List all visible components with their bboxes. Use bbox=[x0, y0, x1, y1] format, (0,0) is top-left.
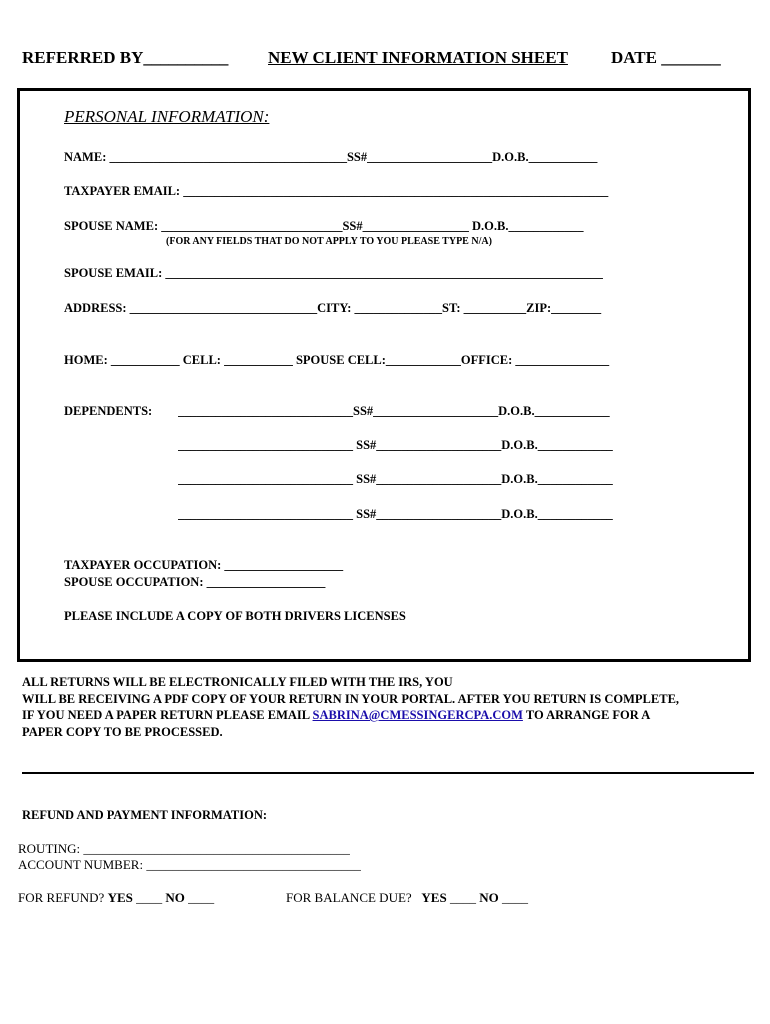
dependent-row[interactable]: ____________________________ SS#____________________D.O.B.____________ bbox=[178, 438, 613, 452]
refund-no-blank[interactable]: ____ bbox=[188, 890, 215, 905]
payment-heading: REFUND AND PAYMENT INFORMATION: bbox=[22, 808, 268, 822]
balance-due-label: FOR BALANCE DUE? bbox=[286, 890, 412, 905]
refund-label: FOR REFUND? bbox=[18, 890, 105, 905]
notice-text: IF YOU NEED A PAPER RETURN PLEASE EMAIL bbox=[22, 708, 310, 722]
refund-no-option[interactable]: NO bbox=[165, 890, 185, 905]
balance-no-blank[interactable]: ____ bbox=[501, 890, 528, 905]
personal-information-heading: PERSONAL INFORMATION: bbox=[64, 107, 270, 126]
balance-no-option[interactable]: NO bbox=[479, 890, 499, 905]
balance-due-row[interactable] bbox=[286, 890, 528, 906]
taxpayer-email-row[interactable]: TAXPAYER EMAIL: ____________________________________________________________________ bbox=[64, 184, 609, 198]
dependent-row[interactable]: ____________________________SS#____________________D.O.B.____________ bbox=[178, 404, 610, 418]
page-title: NEW CLIENT INFORMATION SHEET bbox=[268, 48, 568, 67]
refund-row[interactable] bbox=[18, 890, 214, 906]
notice-line bbox=[22, 707, 756, 724]
name-row[interactable]: NAME: ______________________________________SS#____________________D.O.B.___________ bbox=[64, 150, 598, 164]
na-note: (FOR ANY FIELDS THAT DO NOT APPLY TO YOU PLEASE TYPE N/A) bbox=[166, 236, 492, 247]
notice-line: WILL BE RECEIVING A PDF COPY OF YOUR RETURN IN YOUR PORTAL. AFTER YOU RETURN IS COMPLETE, bbox=[22, 691, 680, 706]
licenses-note: PLEASE INCLUDE A COPY OF BOTH DRIVERS LICENSES bbox=[64, 609, 406, 623]
notice-line: ALL RETURNS WILL BE ELECTRONICALLY FILED WITH THE IRS, YOU bbox=[22, 675, 453, 689]
taxpayer-occupation-row[interactable]: TAXPAYER OCCUPATION: ___________________ bbox=[64, 558, 344, 572]
dependents-label: DEPENDENTS: bbox=[64, 404, 153, 418]
refund-yes-option[interactable]: YES bbox=[107, 890, 133, 905]
routing-row[interactable]: ROUTING: _________________________________________ bbox=[18, 841, 350, 856]
referred-by-field[interactable]: REFERRED BY__________ bbox=[22, 48, 229, 67]
section-divider bbox=[22, 772, 754, 774]
account-number-row[interactable]: ACCOUNT NUMBER: _________________________________ bbox=[18, 857, 361, 872]
notice-line: PAPER COPY TO BE PROCESSED. bbox=[22, 724, 223, 739]
spouse-name-row[interactable]: SPOUSE NAME: _____________________________SS#_________________ D.O.B.____________ bbox=[64, 219, 584, 233]
spouse-email-row[interactable]: SPOUSE EMAIL: ______________________________________________________________________ bbox=[64, 266, 603, 280]
notice-text: TO ARRANGE FOR A bbox=[525, 708, 651, 722]
e-file-notice bbox=[22, 674, 756, 740]
address-row[interactable]: ADDRESS: ______________________________CITY: ______________ST: __________ZIP:________ bbox=[64, 301, 602, 315]
phone-row[interactable]: HOME: ___________ CELL: ___________ SPOUSE CELL:____________OFFICE: _______________ bbox=[64, 353, 610, 367]
dependent-row[interactable]: ____________________________ SS#____________________D.O.B.____________ bbox=[178, 507, 613, 521]
refund-yes-blank[interactable]: ____ bbox=[136, 890, 163, 905]
date-field[interactable]: DATE _______ bbox=[611, 48, 721, 67]
dependent-row[interactable]: ____________________________ SS#____________________D.O.B.____________ bbox=[178, 472, 613, 486]
spouse-occupation-row[interactable]: SPOUSE OCCUPATION: ___________________ bbox=[64, 575, 326, 589]
balance-yes-blank[interactable]: ____ bbox=[449, 890, 476, 905]
balance-yes-option[interactable]: YES bbox=[421, 890, 447, 905]
email-link[interactable]: SABRINA@CMESSINGERCPA.COM bbox=[312, 708, 523, 722]
